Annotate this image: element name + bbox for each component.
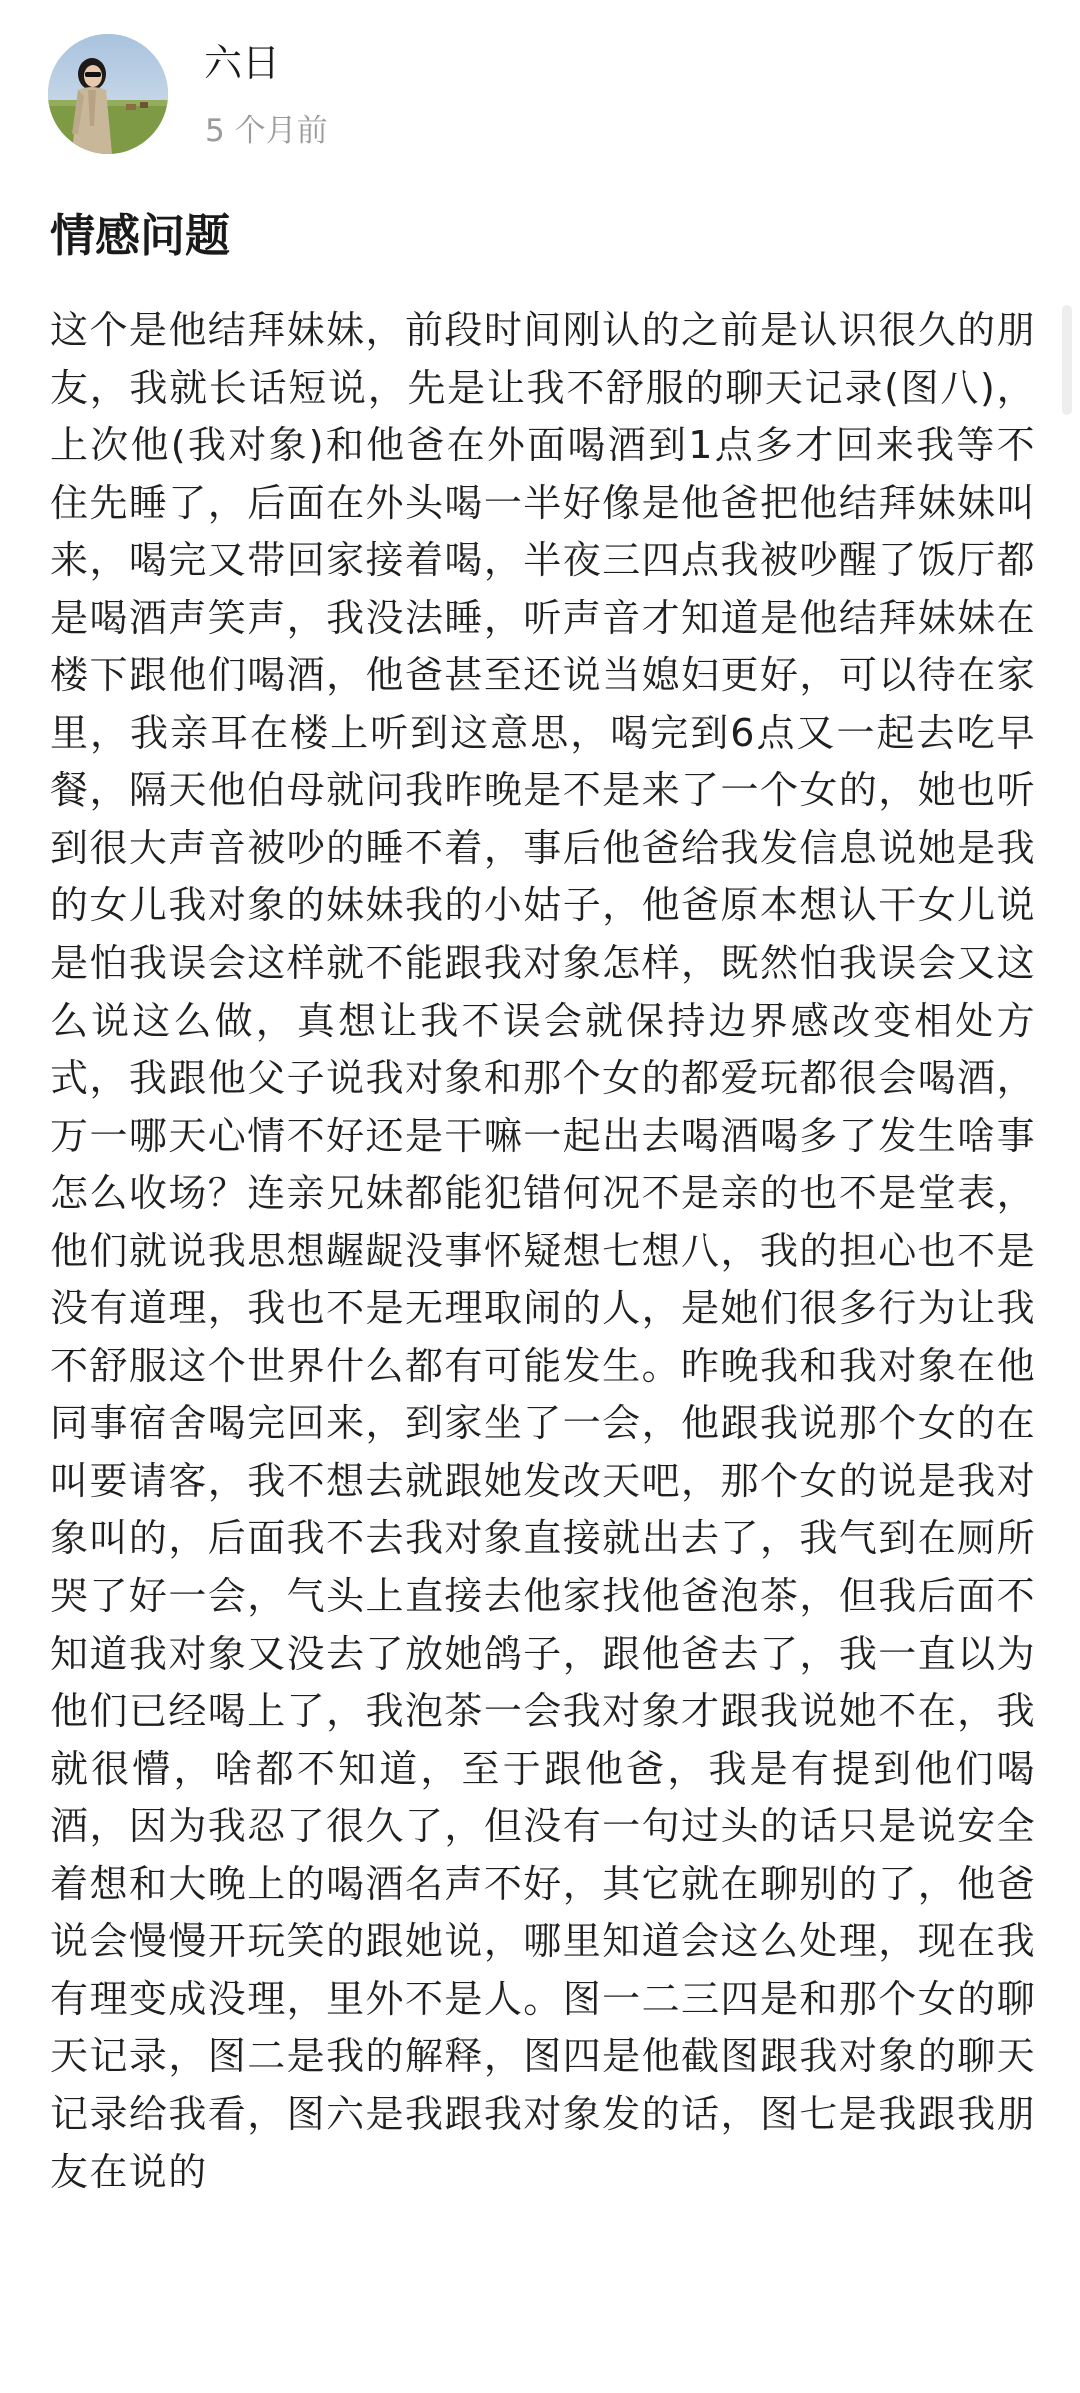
post-title: 情感问题 [50, 209, 231, 262]
user-avatar-photo-icon [48, 34, 168, 154]
author-avatar[interactable] [48, 34, 168, 154]
post-timestamp: 5 个月前 [205, 113, 328, 149]
post-body-text: 这个是他结拜妹妹，前段时间刚认的之前是认识很久的朋友，我就长话短说，先是让我不舒服的聊天记录(图八)，上次他(我对象)和他爸在外面喝酒到1点多才回来我等不住先睡了，后面在外头喝一半好像是他爸把他结拜妹妹叫来，喝完又带回家接着喝，半夜三四点我被吵醒了饭厅都是喝酒声笑声，我没法睡，听声音才知道是他结拜妹妹在楼下跟他们喝酒，他爸甚至还说当媳妇更好，可以待在家里，我亲耳在楼上听到这意思，喝完到6点又一起去吃早餐，隔天他伯母就问我昨晚是不是来了一个女的，她也听到很大声音被吵的睡不着，事后他爸给我发信息说她是我的女儿我对象的妹妹我的小姑子，他爸原本想认干女儿说是怕我误会这样就不能跟我对象怎样，既然怕我误会又这么说这么做，真想让我不误会就保持边界感改变相处方式，我跟他父子说我对象和那个女的都爱玩都很会喝酒，万一哪天心情不好还是干嘛一起出去喝酒喝多了发生啥事怎么收场？连亲兄妹都能犯错何况不是亲的也不是堂表，他们就说我思想龌龊没事怀疑想七想八，我的担心也不是没有道理，我也不是无理取闹的人，是她们很多行为让我不舒服这个世界什么都有可能发生。昨晚我和我对象在他同事宿舍喝完回来，到家坐了一会，他跟我说那个女的在叫要请客，我不想去就跟她发改天吧，那个女的说是我对象叫的，后面我不去我对象直接就出去了，我气到在厕所哭了好一会，气头上直接去他家找他爸泡茶，但我后面不知道我对象又没去了放她鸽子，跟他爸去了，我一直以为他们已经喝上了，我泡茶一会我对象才跟我说她不在，我就很懵，啥都不知道，至于跟他爸，我是有提到他们喝酒，因为我忍了很久了，但没有一句过头的话只是说安全着想和大晚上的喝酒名声不好，其它就在聊别的了，他爸说会慢慢开玩笑的跟她说，哪里知道会这么处理，现在我有理变成没理，里外不是人。图一二三四是和那个女的聊天记录，图二是我的解释，图四是他截图跟我对象的聊天记录给我看，图六是我跟我对象发的话，图七是我跟我朋友在说的 [50, 308, 1036, 2194]
post-header [48, 34, 1032, 154]
author-name[interactable]: 六日 [204, 41, 281, 85]
scrollbar-thumb[interactable] [1062, 305, 1072, 415]
